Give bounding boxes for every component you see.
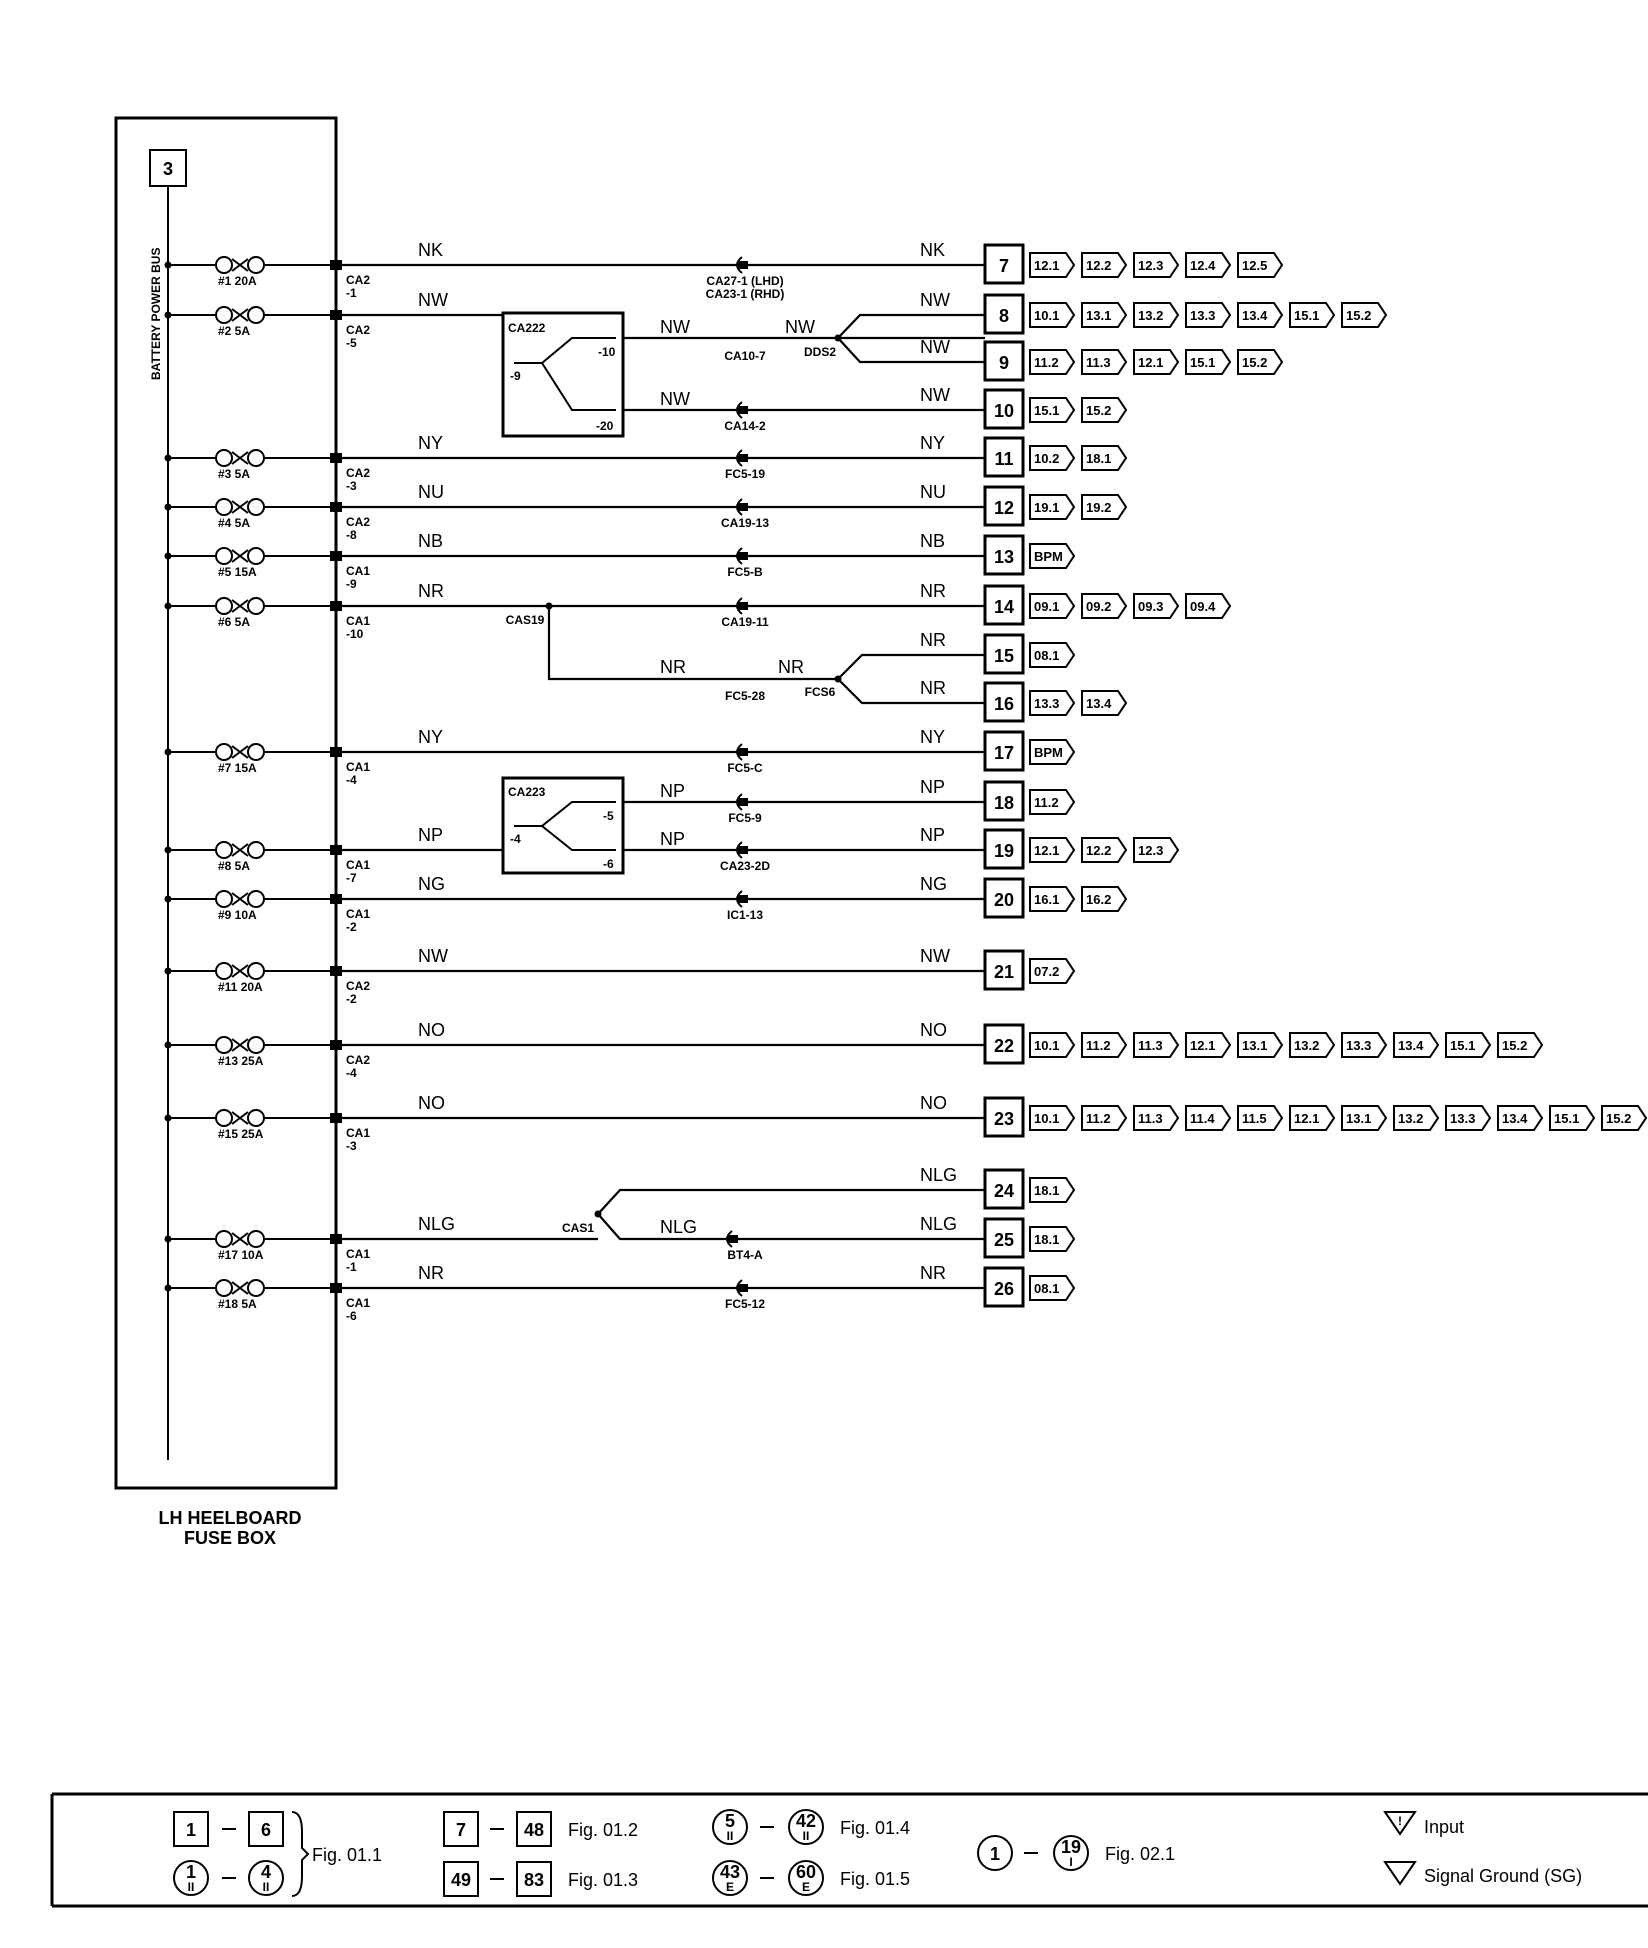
box-pin xyxy=(330,845,342,855)
inline-connector-label: CA23-2D xyxy=(719,859,771,873)
fuse-rating: #18 5A xyxy=(218,1297,257,1311)
inline-connector xyxy=(738,261,748,269)
terminal-number: 8 xyxy=(998,306,1010,326)
ref-tag-label: 13.3 xyxy=(1190,308,1216,323)
box-pin xyxy=(330,310,342,320)
fuse-rating: #3 5A xyxy=(218,467,251,481)
connector-name: CA1 xyxy=(346,564,371,578)
wire-label-left: NY xyxy=(418,727,444,747)
wire-label-left: NO xyxy=(418,1020,445,1040)
ca222-out1: -10 xyxy=(598,345,616,359)
ca223-fork xyxy=(514,802,616,850)
ref-tag-label: 13.1 xyxy=(1346,1111,1372,1126)
fuse-icon xyxy=(216,744,232,760)
wire-label-right: NP xyxy=(920,777,946,797)
ref-tag-label: 15.2 xyxy=(1346,308,1372,323)
connector-pin: -6 xyxy=(346,1309,357,1323)
fuse-link-icon xyxy=(232,1282,248,1294)
wire-label-right: NW xyxy=(920,385,950,405)
legend-c4s: E xyxy=(801,1880,811,1894)
wire-label-15b: NR xyxy=(778,657,804,677)
fuse-icon xyxy=(248,598,264,614)
terminal-number: 14 xyxy=(993,597,1015,617)
splice-cas19: CAS19 xyxy=(505,613,545,627)
conn-ca10-7: CA10-7 xyxy=(724,349,766,363)
fuse-link-icon xyxy=(232,1112,248,1124)
circuit-rows xyxy=(165,240,1647,1323)
fuse-icon xyxy=(216,1231,232,1247)
fuse-icon xyxy=(216,1037,232,1053)
ref-tag-label: 09.2 xyxy=(1086,599,1112,614)
wire-label-8b: NW xyxy=(785,317,815,337)
connector-name: CA1 xyxy=(346,1247,371,1261)
ref-tag-label: 10.2 xyxy=(1034,451,1060,466)
ref-tag-label: 12.1 xyxy=(1294,1111,1320,1126)
legend-fig-c2: Fig. 01.5 xyxy=(840,1869,911,1889)
inline-connector-label: CA14-2 xyxy=(724,419,766,433)
fuse-link-icon xyxy=(232,550,248,562)
legend-c1: 5 xyxy=(724,1811,736,1831)
fuse-rating: #7 15A xyxy=(218,761,257,775)
connector-name: CA2 xyxy=(346,515,371,529)
inline-connector-label: FC5-19 xyxy=(724,467,766,481)
fuse-icon xyxy=(216,307,232,323)
fuse-rating: #6 5A xyxy=(218,615,251,629)
legend-c1s: II xyxy=(726,1829,734,1843)
ref-tag-label: 13.4 xyxy=(1502,1111,1528,1126)
terminal-number: 17 xyxy=(993,743,1015,763)
box-pin xyxy=(330,260,342,270)
ref-tag-label: 10.1 xyxy=(1034,1111,1060,1126)
fuse-icon xyxy=(248,891,264,907)
source-number: 3 xyxy=(162,159,174,179)
ref-tag-label: 10.1 xyxy=(1034,308,1060,323)
fuse-icon xyxy=(216,963,232,979)
wire-label-right: NB xyxy=(920,531,946,551)
ref-tag-label: 12.3 xyxy=(1138,843,1164,858)
ref-tag-label: 10.1 xyxy=(1034,1038,1060,1053)
wire-label-right: NO xyxy=(920,1020,947,1040)
ref-tag-label: 15.1 xyxy=(1554,1111,1580,1126)
connector-pin: -2 xyxy=(346,920,357,934)
inline-connector-label: CA27-1 (LHD) xyxy=(706,274,784,288)
wire-label-right: NR xyxy=(920,678,946,698)
wire-label-right: NY xyxy=(920,727,946,747)
fcs6-branches xyxy=(838,655,985,703)
legend-b3: 49 xyxy=(450,1870,472,1890)
wire-label-left: NO xyxy=(418,1093,445,1113)
wire-label-18a: NP xyxy=(660,781,686,801)
fuse-icon xyxy=(216,891,232,907)
ref-tag-label: 08.1 xyxy=(1034,1281,1060,1296)
fuse-rating: #8 5A xyxy=(218,859,251,873)
ca223-name: CA223 xyxy=(508,785,546,799)
wire-label-left: NR xyxy=(418,1263,444,1283)
inline-connector-label: IC1-13 xyxy=(726,908,764,922)
terminal-number: 10 xyxy=(993,401,1015,421)
terminal-number: 24 xyxy=(993,1181,1015,1201)
fuse-icon xyxy=(216,257,232,273)
fuse-link-icon xyxy=(232,1039,248,1051)
ca223-out2: -6 xyxy=(603,857,614,871)
connector-name: CA1 xyxy=(346,1296,371,1310)
inline-connector xyxy=(738,552,748,560)
ref-tag-label: 11.3 xyxy=(1138,1038,1163,1053)
fuse-link-icon xyxy=(232,501,248,513)
box-pin xyxy=(330,453,342,463)
connector-pin: -7 xyxy=(346,871,357,885)
inline-connector-label-2: CA23-1 (RHD) xyxy=(705,287,785,301)
ref-tag-label: 19.1 xyxy=(1034,500,1060,515)
connector-name: CA1 xyxy=(346,614,371,628)
ref-tag-label: 15.2 xyxy=(1242,355,1268,370)
terminal-number: 20 xyxy=(993,890,1015,910)
connector-pin: -10 xyxy=(346,627,364,641)
legend-c2: 42 xyxy=(795,1811,817,1831)
ref-tag-label: 09.1 xyxy=(1034,599,1060,614)
terminal-number: 23 xyxy=(993,1109,1015,1129)
ref-tag-label: 15.1 xyxy=(1190,355,1216,370)
ref-tag-label: 11.3 xyxy=(1086,355,1111,370)
signal-ground-icon xyxy=(1385,1862,1415,1884)
legend-c2s: II xyxy=(802,1829,810,1843)
wire-label-8a: NW xyxy=(660,317,690,337)
legend-d2s: I xyxy=(1069,1855,1073,1869)
legend-b2: 48 xyxy=(523,1820,545,1840)
wire-label-25a: NLG xyxy=(660,1217,698,1237)
fuse-link-icon xyxy=(232,452,248,464)
legend-a1: 1 xyxy=(185,1820,197,1840)
connector-name: CA2 xyxy=(346,466,371,480)
box-pin xyxy=(330,747,342,757)
fuse-icon xyxy=(248,842,264,858)
fuse-link-icon xyxy=(232,259,248,271)
box-pin xyxy=(330,1283,342,1293)
ref-tag-label: 12.4 xyxy=(1190,258,1216,273)
ref-tag-label: 12.3 xyxy=(1138,258,1164,273)
bus-label: BATTERY POWER BUS xyxy=(149,247,163,380)
legend-d1: 1 xyxy=(989,1844,1001,1864)
ref-tag-label: 12.1 xyxy=(1034,843,1060,858)
ref-tag-label: 18.1 xyxy=(1034,1183,1060,1198)
ref-tag-label: 15.1 xyxy=(1450,1038,1476,1053)
fuse-icon xyxy=(216,499,232,515)
box-pin xyxy=(330,1234,342,1244)
ref-tag-label: 13.4 xyxy=(1242,308,1268,323)
terminal-number: 16 xyxy=(993,694,1015,714)
ref-tag-label: 12.1 xyxy=(1034,258,1060,273)
inline-connector-label: FC5-12 xyxy=(724,1297,766,1311)
ca222-out2: -20 xyxy=(596,419,614,433)
wire-label-left: NB xyxy=(418,531,444,551)
ref-tag-label: 13.2 xyxy=(1294,1038,1320,1053)
wire-label-right: NO xyxy=(920,1093,947,1113)
legend-fig-a: Fig. 01.1 xyxy=(312,1845,383,1865)
wire-label-left: NR xyxy=(418,581,444,601)
fuse-link-icon xyxy=(232,965,248,977)
ref-tag-label: 13.2 xyxy=(1138,308,1164,323)
ref-tag-label: 13.1 xyxy=(1242,1038,1268,1053)
ref-tag-label: 15.1 xyxy=(1034,403,1060,418)
connector-name: CA2 xyxy=(346,1053,371,1067)
connector-pin: -2 xyxy=(346,992,357,1006)
box-pin xyxy=(330,1040,342,1050)
fuse-icon xyxy=(248,548,264,564)
wire-label-left: NK xyxy=(418,240,444,260)
legend-b4: 83 xyxy=(523,1870,545,1890)
wire-label-right: NR xyxy=(920,1263,946,1283)
wire-label-right: NW xyxy=(920,290,950,310)
fuse-rating: #9 10A xyxy=(218,908,257,922)
ref-tag-label: 13.3 xyxy=(1346,1038,1372,1053)
legend-a3s: II xyxy=(187,1880,195,1894)
wire-label-right: NY xyxy=(920,433,946,453)
legend-a4s: II xyxy=(262,1880,270,1894)
splice-dds2: DDS2 xyxy=(803,345,837,359)
wire-label-right: NLG xyxy=(920,1165,958,1185)
fuse-link-icon xyxy=(232,746,248,758)
wire-label-15a: NR xyxy=(660,657,686,677)
ref-tag-label: 12.2 xyxy=(1086,843,1112,858)
connector-name: CA2 xyxy=(346,979,371,993)
legend-c4: 60 xyxy=(795,1862,817,1882)
ref-tag-label: 09.4 xyxy=(1190,599,1216,614)
ref-tag-label: 15.2 xyxy=(1502,1038,1528,1053)
ref-tag-label: 13.4 xyxy=(1086,696,1112,711)
fuse-icon xyxy=(216,1110,232,1126)
conn-fc5-28: FC5-28 xyxy=(724,689,766,703)
ca222-name: CA222 xyxy=(508,321,546,335)
ref-tag-label: 15.1 xyxy=(1294,308,1320,323)
terminal-number: 19 xyxy=(993,841,1015,861)
inline-connector xyxy=(738,1284,748,1292)
connector-name: CA1 xyxy=(346,760,371,774)
terminal-number: 12 xyxy=(993,498,1015,518)
ref-tag-label: 16.2 xyxy=(1086,892,1112,907)
legend-fig-b1: Fig. 01.2 xyxy=(568,1820,639,1840)
fuse-icon xyxy=(248,1280,264,1296)
wire-label-right: NR xyxy=(920,630,946,650)
fuse-icon xyxy=(216,1280,232,1296)
fuse-link-icon xyxy=(232,844,248,856)
ref-tag-label: 12.1 xyxy=(1190,1038,1216,1053)
inline-connector-label: CA19-13 xyxy=(720,516,770,530)
fuse-icon xyxy=(216,548,232,564)
connector-name: CA2 xyxy=(346,273,371,287)
inline-connector-label: BT4-A xyxy=(727,1248,763,1262)
terminal-number: 26 xyxy=(993,1279,1015,1299)
ref-tag-label: 18.1 xyxy=(1034,1232,1060,1247)
connector-pin: -5 xyxy=(346,336,357,350)
terminal-number: 18 xyxy=(993,793,1015,813)
connector-pin: -1 xyxy=(346,286,357,300)
legend-a4: 4 xyxy=(260,1862,272,1882)
legend xyxy=(52,1794,1648,1906)
wire-label-right: NK xyxy=(920,240,946,260)
ref-tag-label: 09.3 xyxy=(1138,599,1164,614)
legend-b1: 7 xyxy=(455,1820,467,1840)
legend-fig-b2: Fig. 01.3 xyxy=(568,1870,639,1890)
fuse-icon xyxy=(248,963,264,979)
inline-connector xyxy=(738,895,748,903)
ref-tag-label: 08.1 xyxy=(1034,648,1060,663)
fuse-box-title-2: FUSE BOX xyxy=(183,1528,277,1548)
terminal-number: 7 xyxy=(998,256,1010,276)
fuse-rating: #1 20A xyxy=(218,274,257,288)
fuse-rating: #2 5A xyxy=(218,324,251,338)
ref-tag-label: 07.2 xyxy=(1034,964,1060,979)
splice-cas1: CAS1 xyxy=(561,1221,595,1235)
ca222-in: -9 xyxy=(510,369,521,383)
fuse-rating: #17 10A xyxy=(218,1248,264,1262)
legend-c3: 43 xyxy=(719,1862,741,1882)
terminal-number: 11 xyxy=(994,449,1014,469)
splice-fcs6: FCS6 xyxy=(804,685,836,699)
legend-a2: 6 xyxy=(260,1820,272,1840)
terminal-number: 15 xyxy=(993,646,1015,666)
ref-tag-label: BPM xyxy=(1034,745,1063,760)
fuse-icon xyxy=(248,1231,264,1247)
ref-tag-label: 13.2 xyxy=(1398,1111,1424,1126)
fuse-icon xyxy=(216,450,232,466)
terminal-number: 25 xyxy=(993,1230,1015,1250)
connector-name: CA2 xyxy=(346,323,371,337)
box-pin xyxy=(330,966,342,976)
ref-tag-label: 13.4 xyxy=(1398,1038,1424,1053)
wire-label-left: NLG xyxy=(418,1214,456,1234)
connector-pin: -4 xyxy=(346,773,357,787)
inline-connector xyxy=(738,602,748,610)
terminal-number: 13 xyxy=(993,547,1015,567)
fuse-icon xyxy=(248,450,264,466)
wire-label-left: NG xyxy=(418,874,445,894)
legend-c3s: E xyxy=(725,1880,735,1894)
ref-tag-label: 19.2 xyxy=(1086,500,1112,515)
wire-label-10a: NW xyxy=(660,389,690,409)
connector-pin: -4 xyxy=(346,1066,357,1080)
connector-pin: -9 xyxy=(346,577,357,591)
terminal-number: 22 xyxy=(993,1036,1015,1056)
legend-d2: 19 xyxy=(1060,1837,1082,1857)
ref-tag-label: 13.3 xyxy=(1034,696,1060,711)
connector-name: CA1 xyxy=(346,907,371,921)
ref-tag-label: 11.2 xyxy=(1086,1038,1111,1053)
ref-tag-label: BPM xyxy=(1034,549,1063,564)
legend-sg: Signal Ground (SG) xyxy=(1424,1866,1583,1886)
ref-tag-label: 11.5 xyxy=(1242,1111,1267,1126)
ref-tag-label: 11.2 xyxy=(1034,355,1059,370)
wire-label-left: NP xyxy=(418,825,444,845)
connector-name: CA1 xyxy=(346,1126,371,1140)
box-pin xyxy=(330,894,342,904)
fuse-rating: #11 20A xyxy=(218,980,263,994)
ref-tag-label: 11.4 xyxy=(1190,1111,1215,1126)
ref-tag-label: 13.1 xyxy=(1086,308,1112,323)
ref-tag-label: 15.2 xyxy=(1086,403,1112,418)
inline-connector-label: FC5-B xyxy=(727,565,763,579)
wire-label-left: NU xyxy=(418,482,444,502)
legend-fig-c1: Fig. 01.4 xyxy=(840,1818,911,1838)
box-pin xyxy=(330,601,342,611)
ca223-out1: -5 xyxy=(603,809,614,823)
fuse-link-icon xyxy=(232,1233,248,1245)
wire-label-right: NW xyxy=(920,946,950,966)
fuse-icon xyxy=(248,499,264,515)
fuse-rating: #4 5A xyxy=(218,516,251,530)
ref-tag-label: 12.5 xyxy=(1242,258,1268,273)
ref-tag-label: 18.1 xyxy=(1086,451,1112,466)
ref-tag-label: 12.2 xyxy=(1086,258,1112,273)
ref-tag-label: 12.1 xyxy=(1138,355,1164,370)
connector-pin: -3 xyxy=(346,1139,357,1153)
wire-label-right: NG xyxy=(920,874,947,894)
wire-label-right: NW xyxy=(920,337,950,357)
terminal-number: 21 xyxy=(993,962,1015,982)
wire-label-right: NU xyxy=(920,482,946,502)
inline-connector-label: FC5-9 xyxy=(728,811,762,825)
box-pin xyxy=(330,1113,342,1123)
fuse-link-icon xyxy=(232,893,248,905)
wire-label-left: NY xyxy=(418,433,444,453)
inline-connector-label: FC5-C xyxy=(727,761,763,775)
wire-label-left: NW xyxy=(418,290,448,310)
inline-connector xyxy=(738,503,748,511)
wire-label-left: NW xyxy=(418,946,448,966)
wire-label-19a: NP xyxy=(660,829,686,849)
wire-label-right: NR xyxy=(920,581,946,601)
wire-label-right: NP xyxy=(920,825,946,845)
fuse-icon xyxy=(248,307,264,323)
ref-tag-label: 16.1 xyxy=(1034,892,1060,907)
connector-name: CA1 xyxy=(346,858,371,872)
box-pin xyxy=(330,551,342,561)
ref-tag-label: 11.2 xyxy=(1086,1111,1111,1126)
legend-input: Input xyxy=(1424,1817,1465,1837)
wire-label-right: NLG xyxy=(920,1214,958,1234)
connector-pin: -1 xyxy=(346,1260,357,1274)
terminal-number: 9 xyxy=(998,353,1010,373)
inline-connector xyxy=(738,748,748,756)
box-pin xyxy=(330,502,342,512)
inline-connector-label: CA19-11 xyxy=(721,615,769,629)
fuse-icon xyxy=(248,257,264,273)
svg-text:!: ! xyxy=(1398,1814,1402,1828)
fuse-icon xyxy=(216,598,232,614)
ref-tag-label: 15.2 xyxy=(1606,1111,1632,1126)
fuse-box-title-1: LH HEELBOARD xyxy=(158,1508,302,1528)
connector-pin: -8 xyxy=(346,528,357,542)
fuse-rating: #15 25A xyxy=(218,1127,264,1141)
ref-tag-label: 11.3 xyxy=(1138,1111,1163,1126)
fuse-icon xyxy=(216,842,232,858)
legend-a3: 1 xyxy=(185,1862,197,1882)
fuse-link-icon xyxy=(232,309,248,321)
legend-fig-d: Fig. 02.1 xyxy=(1105,1844,1176,1864)
inline-connector xyxy=(738,454,748,462)
ref-tag-label: 11.2 xyxy=(1034,795,1059,810)
ca223-in: -4 xyxy=(510,832,521,846)
fuse-rating: #5 15A xyxy=(218,565,257,579)
fuse-icon xyxy=(248,744,264,760)
fuse-rating: #13 25A xyxy=(218,1054,264,1068)
ref-tag-label: 13.3 xyxy=(1450,1111,1476,1126)
fuse-icon xyxy=(248,1037,264,1053)
fuse-icon xyxy=(248,1110,264,1126)
connector-pin: -3 xyxy=(346,479,357,493)
fuse-link-icon xyxy=(232,600,248,612)
